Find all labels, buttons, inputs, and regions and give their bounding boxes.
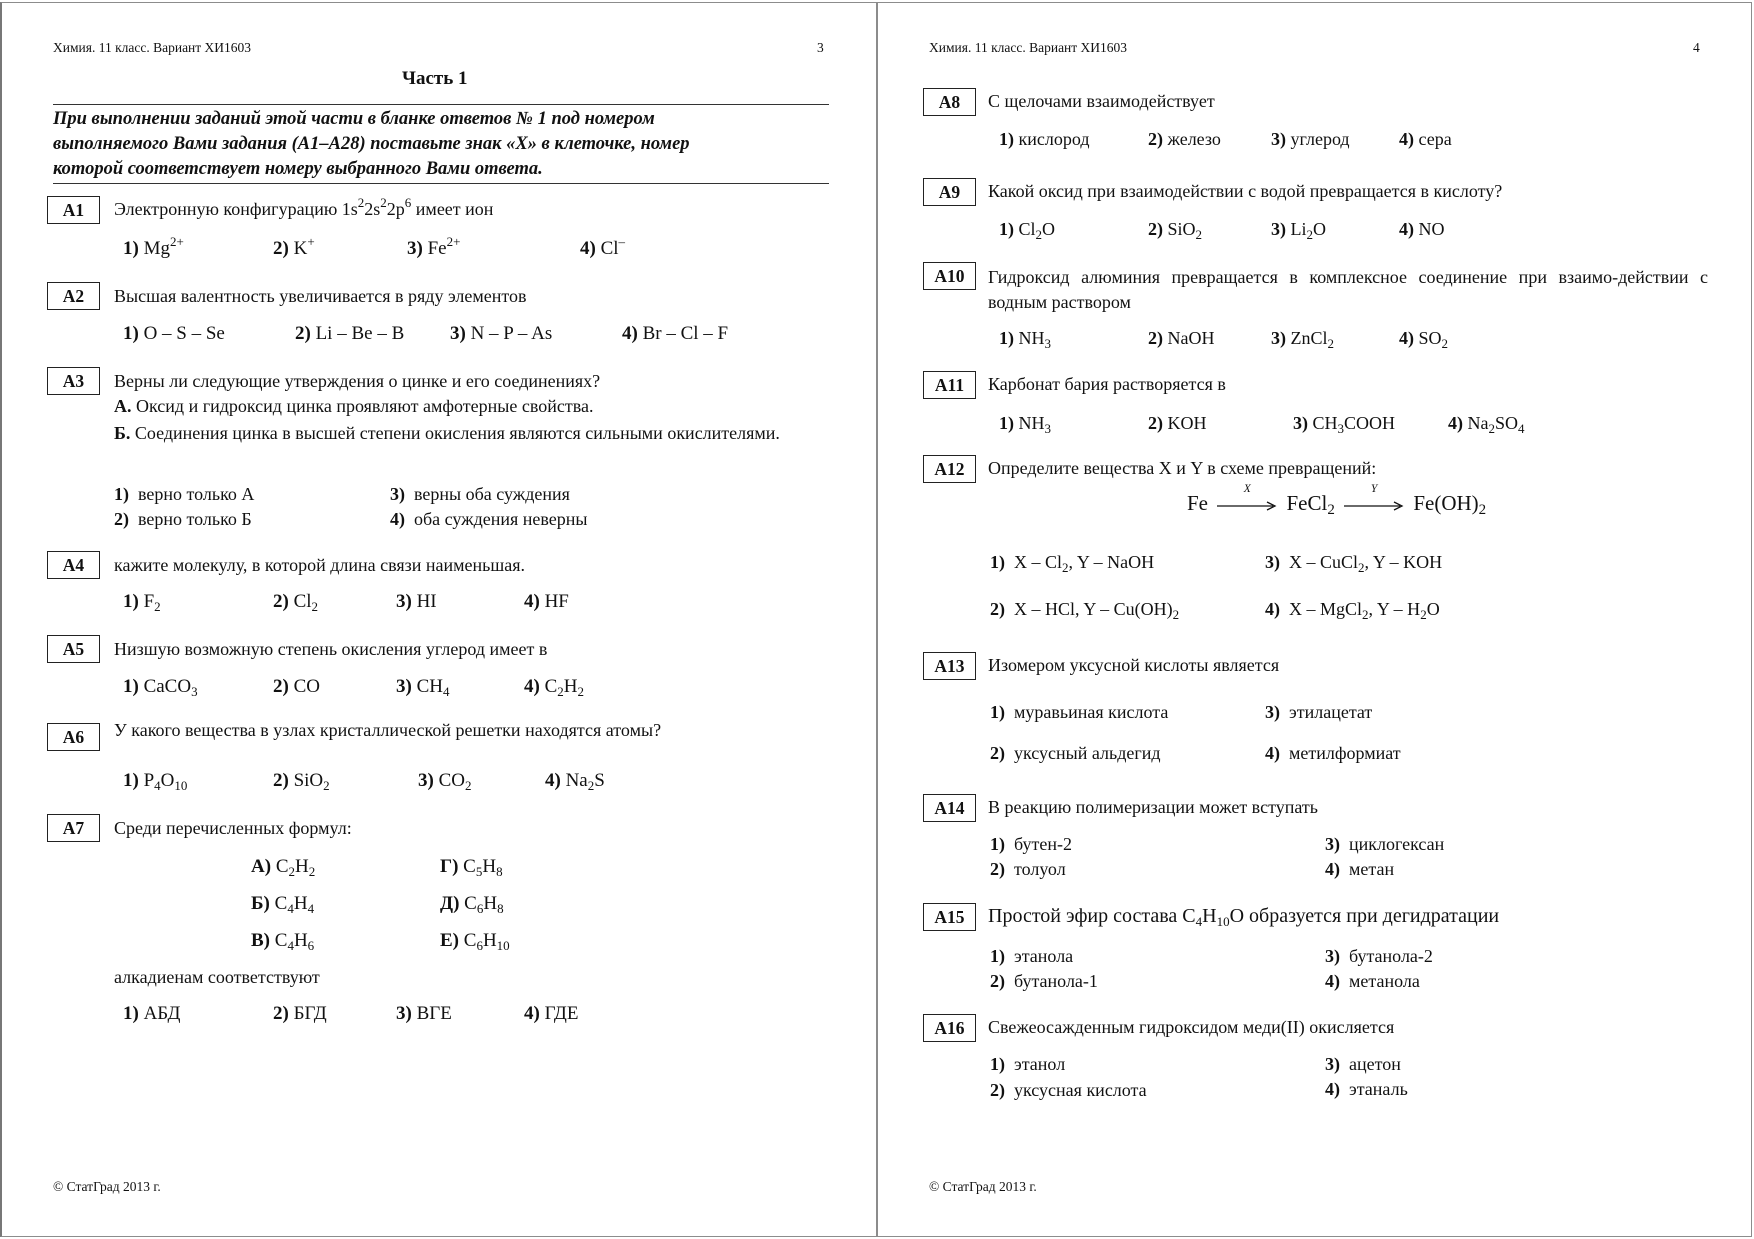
task-text: Карбонат бария растворяется в [988,374,1226,394]
answer-option: 4) ГДЕ [524,1003,579,1024]
page-header: Химия. 11 класс. Вариант ХИ1603 [929,40,1128,55]
answer-option: 1) $F_2$ [123,591,161,614]
answer-option: 3) этилацетат [1265,702,1373,722]
task-code: А15 [923,903,976,931]
task-text: У какого вещества в узлах кристаллической решетки находятся атомы? [114,720,662,740]
answer-option: 2) K+ [273,234,315,259]
divider [53,104,829,105]
answer-option: 4) $SO_2$ [1399,328,1449,351]
divider [53,183,829,184]
answer-option: 4) оба суждения неверны [390,509,588,529]
answer-option: 1) $P_4O_{10}$ [123,770,188,793]
answer-option: 2) верно только Б [114,509,252,529]
formula-item: Д) $C_6H_8$ [440,893,504,916]
answer-option: 4) X – MgCl$_2$, Y – $H_2O$ [1265,599,1440,622]
task-code: А3 [47,367,100,395]
task-text: Свежеосажденным гидроксидом меди(II) окисляется [988,1017,1395,1037]
instructions: При выполнении заданий этой части в бланке ответов № 1 под номером выполняемого Вами задания (А1–А28) поставьте знак «Х» в клеточке, номер которой соответствует номеру выбранного Вами ответа. [53,109,690,179]
arrow-icon: Y [1344,495,1404,515]
task-code: А6 [47,723,100,751]
answer-option: 1) верно только А [114,484,255,504]
answer-option: 1) CaCO$_3$ [123,676,198,699]
answer-option: 4) Cl– [580,234,626,259]
answer-option: 3) ацетон [1325,1054,1401,1074]
answer-option: 1) АБД [123,1003,181,1024]
task-text: Электронную конфигурацию $1s^22s^22p^6$ имеет ион [114,195,494,219]
answer-option: 3) $CH_4$ [396,676,450,699]
formula-item: Г) $C_5H_8$ [440,856,503,879]
arrow-icon: X [1217,495,1277,515]
answer-option: 3) ZnCl$_2$ [1271,328,1335,351]
answer-option: 4) Br – Cl – F [622,323,729,344]
task-code: А4 [47,551,100,579]
statement-a: А. Оксид и гидроксид цинка проявляют амфотерные свойства. [114,396,594,416]
answer-option: 2) X – HCl, Y – $Cu(OH)_2$ [990,599,1180,622]
answer-option: 2) железо [1148,129,1221,149]
answer-option: 3) $Li_2O$ [1271,219,1326,242]
answer-option: 4) сера [1399,129,1452,149]
answer-option: 1) бутен-2 [990,834,1072,854]
answer-option: 3) $Fe^{2+}$ [407,234,461,259]
statement-b: Б. Соединения цинка в высшей степени окисления являются сильными окислителями. [114,423,780,443]
answer-option: 3) ВГЕ [396,1003,452,1024]
answer-option: 3) бутанола-2 [1325,946,1433,966]
task-text: Высшая валентность увеличивается в ряду элементов [114,286,527,306]
answer-option: 2) бутанола-1 [990,971,1098,991]
page-4 [877,2,1752,1237]
task-text: Среди перечисленных формул: [114,818,352,838]
task-text: Какой оксид при взаимодействии с водой превращается в кислоту? [988,181,1503,201]
answer-option: 4) $Na_2SO_4$ [1448,413,1525,436]
answer-option: 3) верны оба суждения [390,484,570,504]
task-text: Определите вещества X и Y в схеме превращений: [988,458,1377,478]
task-code: А16 [923,1014,976,1042]
task-text: Простой эфир состава $C_4H_{10}O$ образуется при дегидратации [988,905,1500,929]
task-text: Гидроксид алюминия превращается в комплексное соединение при взаимо-действии с водным раствором [988,267,1708,312]
answer-option: 2) SiO$_2$ [1148,219,1203,242]
answer-option: 3) углерод [1271,129,1350,149]
answer-option: 2) Li – Be – B [295,323,405,344]
page-header: Химия. 11 класс. Вариант ХИ1603 [53,40,252,55]
answer-option: 3) $CO_2$ [418,770,472,793]
part-title: Часть 1 [402,68,468,89]
task-text: С щелочами взаимодействует [988,91,1215,111]
formula-item: Е) $C_6H_{10}$ [440,930,510,953]
answer-option: 1) $NH_3$ [999,328,1051,351]
task-text: алкадиенам соответствуют [114,967,320,987]
task-code: А12 [923,455,976,483]
answer-option: 4) метанола [1325,971,1420,991]
answer-option: 4) NO [1399,219,1445,239]
answer-option: 3) HI [396,591,437,612]
task-code: А8 [923,88,976,116]
reaction-scheme: Fe X FeCl$_2$ Y $Fe(OH)_2$ [1187,483,1487,518]
answer-option: 2) SiO$_2$ [273,770,330,793]
task-code: А9 [923,178,976,206]
answer-option: 1) X – $Cl_2$, Y – NaOH [990,552,1155,575]
answer-option: 4) $C_2H_2$ [524,676,584,699]
answer-option: 3) N – P – As [450,323,553,344]
task-code: А13 [923,652,976,680]
formula-item: В) $C_4H_6$ [251,930,315,953]
answer-option: 1) $Mg^{2+}$ [123,234,184,259]
formula-item: Б) $C_4H_4$ [251,893,315,916]
answer-option: 1) этанола [990,946,1074,966]
answer-option: 1) O – S – Se [123,323,225,344]
answer-option: 2) KOH [1148,413,1207,433]
page-number: 4 [1693,40,1700,55]
task-text: Верны ли следующие утверждения о цинке и его соединениях? [114,371,601,391]
answer-option: 1) муравьиная кислота [990,702,1169,722]
task-code: А7 [47,814,100,842]
answer-option: 4) метилформиат [1265,743,1401,763]
answer-option: 2) уксусная кислота [990,1080,1147,1100]
page-footer: © СтатГрад 2013 г. [929,1179,1037,1194]
answer-option: 4) HF [524,591,569,612]
answer-option: 4) $Na_2S$ [545,770,605,793]
answer-option: 3) $CH_3COOH$ [1293,413,1396,436]
answer-option: 1) $Cl_2O$ [999,219,1056,242]
answer-option: 1) этанол [990,1054,1066,1074]
answer-option: 2) БГД [273,1003,327,1024]
answer-option: 2) толуол [990,859,1066,879]
task-text: В реакцию полимеризации может вступать [988,797,1318,817]
task-text: Изомером уксусной кислоты является [988,655,1280,675]
answer-option: 2) NaOH [1148,328,1215,348]
answer-option: 4) метан [1325,859,1395,879]
task-code: А1 [47,196,100,224]
answer-option: 1) кислород [999,129,1090,149]
answer-option: 3) X – CuCl$_2$, Y – KOH [1265,552,1443,575]
answer-option: 4) этаналь [1325,1079,1408,1099]
page-3 [0,2,877,1237]
formula-item: А) $C_2H_2$ [251,856,316,879]
task-code: А2 [47,282,100,310]
task-code: А5 [47,635,100,663]
answer-option: 2) уксусный альдегид [990,743,1161,763]
page-number: 3 [817,40,824,55]
task-code: А14 [923,794,976,822]
task-text: Низшую возможную степень окисления углерод имеет в [114,639,548,659]
task-text: кажите молекулу, в которой длина связи наименьшая. [114,555,526,575]
answer-option: 1) $NH_3$ [999,413,1051,436]
answer-option: 3) циклогексан [1325,834,1445,854]
answer-option: 2) $Cl_2$ [273,591,319,614]
answer-option: 2) CO [273,676,320,697]
task-code: А10 [923,262,976,290]
page-footer: © СтатГрад 2013 г. [53,1179,161,1194]
task-code: А11 [923,371,976,399]
